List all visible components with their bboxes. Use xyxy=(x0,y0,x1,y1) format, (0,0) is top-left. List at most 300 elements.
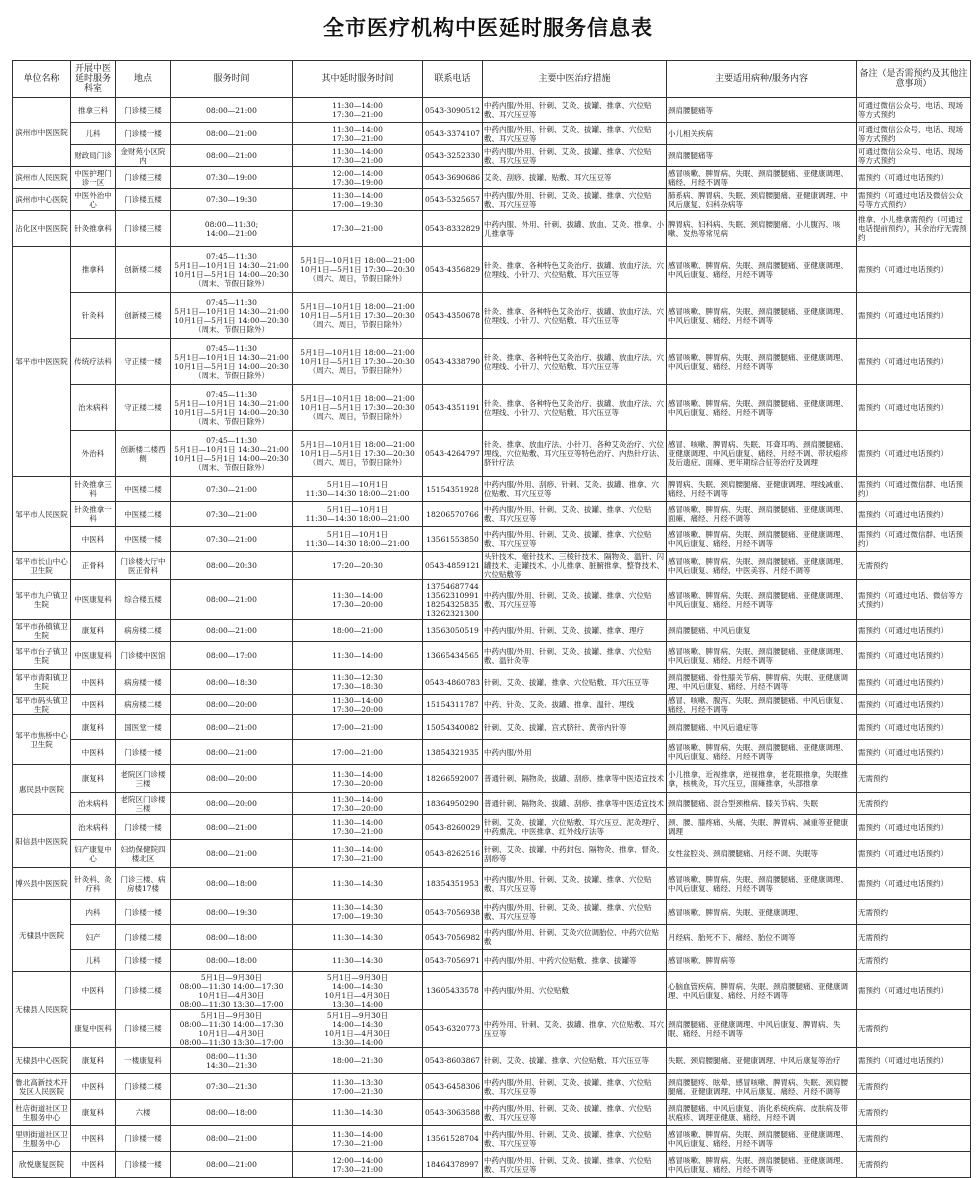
note-cell: 可通过微信公众号、电话、现场等方式预约 xyxy=(857,98,971,123)
institution-name-cell: 邹平市孙镇镇卫生院 xyxy=(13,620,71,642)
location-cell: 门诊楼二楼 xyxy=(116,925,171,950)
phone-cell: 0543-5325657 xyxy=(423,189,483,211)
location-cell: 门诊楼三楼 xyxy=(116,98,171,123)
measures-cell: 针灸、推拿、各种特色艾灸治疗、拔罐、放血疗法、穴位埋线、小针刀、穴位贴敷、耳穴压豆等 xyxy=(483,247,667,293)
table-row xyxy=(13,670,971,695)
phone-cell: 0543-3063588 xyxy=(423,1100,483,1126)
department-cell: 康复科 xyxy=(71,765,116,793)
phone-cell: 0543-7056971 xyxy=(423,950,483,972)
note-cell: 可通过微信公众号、电话、现场等方式预约 xyxy=(857,123,971,145)
column-header: 主要中医治疗措施 xyxy=(483,61,667,98)
table-body xyxy=(13,98,971,1178)
table-row xyxy=(13,793,971,815)
measures-cell: 中药内服/外用、针刺、艾灸、拔罐、推拿、穴位贴敷、耳穴压豆等 xyxy=(483,527,667,552)
note-cell: 无需预约 xyxy=(857,793,971,815)
measures-cell: 普通针刺、隔物灸、拔罐、刮痧、推拿等中医适宜技术 xyxy=(483,793,667,815)
department-cell: 中医护理门诊一区 xyxy=(71,167,116,189)
service-time-cell: 07:45—11:30 5月1日—10月1日 14:30—21:00 10月1日—5月1日 14:00—20:30 （周末、节假日除外） xyxy=(171,431,293,477)
location-cell: 门诊楼中医馆 xyxy=(116,642,171,670)
location-cell: 门诊楼三楼 xyxy=(116,211,171,247)
diseases-cell: 感冒、咳嗽、脾胃病、失眠、耳聋耳鸣、颈肩腰腿痛、亚健康调理、中风后康复、痛经、月经不调、带状疱疹及后遗症、面瘫、更年期综合征等治疗及调理 xyxy=(667,431,857,477)
table-row xyxy=(13,247,971,293)
column-header: 单位名称 xyxy=(13,61,71,98)
column-header: 开展中医延时服务科室 xyxy=(71,61,116,98)
measures-cell: 针灸、推拿、放血疗法、小针刀、各种艾灸治疗、穴位埋线、穴位贴敷、耳穴压豆等特色治疗、内热针疗法、脐针疗法 xyxy=(483,431,667,477)
extended-time-cell: 11:30—14:00 17:30—20:00 xyxy=(293,793,423,815)
department-cell: 推拿三科 xyxy=(71,98,116,123)
diseases-cell: 女性盆腔炎、颈肩腰腿痛、月经不调、失眠等 xyxy=(667,840,857,868)
phone-cell: 13665434565 xyxy=(423,642,483,670)
table-row xyxy=(13,1074,971,1100)
measures-cell: 中药内服/外用、针刺、艾灸穴位调胎位、中药穴位贴敷 xyxy=(483,925,667,950)
diseases-cell: 感冒、咳嗽、腹泻、失眠、颈肩腰腿痛、中风后康复、痛经、月经不调等 xyxy=(667,695,857,715)
phone-cell: 13563050519 xyxy=(423,620,483,642)
extended-time-cell: 11:30—13:30 17:00—21:30 xyxy=(293,1074,423,1100)
table-row xyxy=(13,98,971,123)
extended-time-cell: 12:00—14:00 17:30—19:00 xyxy=(293,167,423,189)
location-cell: 门诊楼三楼 xyxy=(116,1010,171,1048)
location-cell: 门诊楼二楼 xyxy=(116,972,171,1010)
measures-cell: 中药内服/外用、针刺、艾灸、拔罐、推拿、穴位贴敷、耳穴压豆等 xyxy=(483,502,667,527)
department-cell: 针灸推拿一科 xyxy=(71,502,116,527)
note-cell: 需预约（可通过微信群、电话预约） xyxy=(857,477,971,502)
diseases-cell: 颈、腰、膝疼痛、头痛、失眠、脾胃病、减重等亚健康调理 xyxy=(667,815,857,840)
measures-cell: 针灸、推拿、各种特色艾灸治疗、拔罐、放血疗法、穴位埋线、小针刀、穴位贴敷、耳穴压豆等 xyxy=(483,339,667,385)
location-cell: 门诊楼一楼 xyxy=(116,123,171,145)
table-row xyxy=(13,189,971,211)
note-cell: 无需预约 xyxy=(857,925,971,950)
diseases-cell: 感冒咳嗽、脾胃病、失眠、颈肩腰腿痛、亚健康调理、中风后康复、痛经、月经不调等 xyxy=(667,1126,857,1152)
service-time-cell: 08:00—20:30 xyxy=(171,552,293,580)
extended-time-cell: 11:30—14:00 17:30—20:00 xyxy=(293,765,423,793)
measures-cell: 针灸、推拿、各种特色艾灸治疗、拔罐、放血疗法、穴位埋线、小针刀、穴位贴敷、耳穴压豆等 xyxy=(483,385,667,431)
department-cell: 外治科 xyxy=(71,431,116,477)
institution-name-cell: 邹平市中医医院 xyxy=(13,247,71,477)
service-time-cell: 08:00—20:00 xyxy=(171,793,293,815)
phone-cell: 0543-4859121 xyxy=(423,552,483,580)
note-cell: 需预约（可通过电话预约） xyxy=(857,247,971,293)
diseases-cell: 颈肩腰腿痛、亚健康调理、中风后康复、脾胃病、失眠、痛经、月经不调等 xyxy=(667,1010,857,1048)
department-cell: 康复科 xyxy=(71,1048,116,1074)
phone-cell: 0543-4338790 xyxy=(423,339,483,385)
extended-time-cell: 18:00—21:00 xyxy=(293,620,423,642)
measures-cell: 中药内服/外用、针刺、艾灸、拔罐、推拿、穴位贴敷、耳穴压豆等 xyxy=(483,145,667,167)
diseases-cell: 心脑血管疾病、脾胃病、失眠、颈肩腰腿痛、亚健康调理、中风后康复、痛经、月经不调等 xyxy=(667,972,857,1010)
measures-cell: 中药内服、外用、针刺、拔罐、放血、艾灸、推拿、小儿推拿等 xyxy=(483,211,667,247)
note-cell: 无需预约 xyxy=(857,1100,971,1126)
measures-cell: 中药内服/外用、针刺、艾灸、拔罐、推拿、穴位贴敷、耳穴压豆等 xyxy=(483,1100,667,1126)
table-row xyxy=(13,552,971,580)
department-cell: 推拿科 xyxy=(71,247,116,293)
location-cell: 一楼康复科 xyxy=(116,1048,171,1074)
note-cell: 无需预约 xyxy=(857,1126,971,1152)
table-row xyxy=(13,385,971,431)
department-cell: 针灸科 xyxy=(71,293,116,339)
note-cell: 需预约（可通过电话预约） xyxy=(857,431,971,477)
service-time-cell: 08:00—21:00 xyxy=(171,620,293,642)
measures-cell: 针刺、艾灸、拔罐、推拿、穴位贴敷、耳穴压豆等 xyxy=(483,1048,667,1074)
table-row xyxy=(13,950,971,972)
extended-time-cell: 11:30—14:30 xyxy=(293,1100,423,1126)
measures-cell: 中药内服/外用、针刺、艾灸、拔罐、推拿、穴位贴敷、耳穴压豆等 xyxy=(483,98,667,123)
department-cell: 中医科 xyxy=(71,1126,116,1152)
note-cell: 需预约（可通过电话预约） xyxy=(857,502,971,527)
service-time-cell: 08:00—21:00 xyxy=(171,840,293,868)
note-cell: 需预约（可通过电话预约） xyxy=(857,715,971,740)
location-cell: 病房楼二楼 xyxy=(116,620,171,642)
phone-cell: 13754687744 13562310991 18254325835 13262321300 xyxy=(423,580,483,620)
department-cell: 针灸科、灸疗科 xyxy=(71,868,116,900)
diseases-cell: 颈肩腰腿痛、中风后康复、消化系统疾病、皮肤病及带状疱疹、调理亚健康、痛经、月经不调 xyxy=(667,1100,857,1126)
measures-cell: 针刺、艾灸、拔罐、宫式脐针、黄帝内针等 xyxy=(483,715,667,740)
extended-time-cell: 17:20—20:30 xyxy=(293,552,423,580)
extended-time-cell: 11:30—12:30 17:30—18:30 xyxy=(293,670,423,695)
location-cell: 老院区门诊楼三楼 xyxy=(116,793,171,815)
institution-name-cell: 滨州市中医医院 xyxy=(13,98,71,167)
institution-name-cell: 邹平市青阳镇卫生院 xyxy=(13,670,71,695)
location-cell: 金财苑小区院内 xyxy=(116,145,171,167)
diseases-cell: 小儿相关疾病 xyxy=(667,123,857,145)
measures-cell: 中药内服/外用、针刺、艾灸、拔罐、推拿、穴位贴敷、耳穴压豆等 xyxy=(483,1152,667,1178)
measures-cell: 中药内服/外用、针刺、艾灸、拔罐、推拿、穴位贴敷、耳穴压豆等 xyxy=(483,189,667,211)
institution-name-cell: 无棣县中心医院 xyxy=(13,1048,71,1074)
table-row xyxy=(13,339,971,385)
note-cell: 需预约（可通过电话、微信等方式预约） xyxy=(857,580,971,620)
note-cell: 需预约（可通过电话预约） xyxy=(857,868,971,900)
service-time-cell: 07:30—21:00 xyxy=(171,502,293,527)
service-time-cell: 08:00—11:30 14:30—21:30 xyxy=(171,1048,293,1074)
table-row xyxy=(13,1152,971,1178)
department-cell: 中医科 xyxy=(71,695,116,715)
measures-cell: 中药内服/外用、针刺、艾灸、拔罐、推拿、穴位贴敷、耳穴压豆等 xyxy=(483,868,667,900)
phone-cell: 0543-4264797 xyxy=(423,431,483,477)
extended-time-cell: 5月1日—10月1日 18:00—21:00 10月1日—5月1日 17:30—20:30 （周六、周日，节假日除外） xyxy=(293,293,423,339)
extended-time-cell: 11:30—14:30 xyxy=(293,868,423,900)
note-cell: 需预约（可通过电话预约） xyxy=(857,620,971,642)
institution-name-cell: 博兴县中医医院 xyxy=(13,868,71,900)
diseases-cell: 感冒咳嗽、脾胃病、失眠、颈肩腰腿痛、亚健康调理、中风后康复、痛经、月经不调等 xyxy=(667,642,857,670)
location-cell: 六楼 xyxy=(116,1100,171,1126)
note-cell: 可通过微信公众号、电话、现场等方式预约 xyxy=(857,145,971,167)
department-cell: 中医康复科 xyxy=(71,642,116,670)
diseases-cell: 感冒咳嗽、脾胃病、失眠、颈肩腰腿痛、亚健康调理、中风后康复、痛经、中医美容、月经不调等 xyxy=(667,552,857,580)
column-header: 其中延时服务时间 xyxy=(293,61,423,98)
extended-time-cell: 11:30—14:30 xyxy=(293,950,423,972)
service-time-cell: 08:00—20:00 xyxy=(171,695,293,715)
table-row xyxy=(13,1126,971,1152)
phone-cell: 0543-8603867 xyxy=(423,1048,483,1074)
department-cell: 中医科 xyxy=(71,972,116,1010)
diseases-cell: 感冒咳嗽、脾胃病、失眠、颈肩腰腿痛、亚健康调理、中风后康复、痛经、月经不调等 xyxy=(667,339,857,385)
extended-time-cell: 5月1日—10月1日 18:00—21:00 10月1日—5月1日 17:30—20:30 （周六、周日，节假日除外） xyxy=(293,339,423,385)
measures-cell: 针刺、艾灸、拔罐、中药封包、隔物灸、推拿、督灸、刮痧等 xyxy=(483,840,667,868)
diseases-cell: 失眠、颈肩腰腿痛、亚健康调理、中风后康复等治疗 xyxy=(667,1048,857,1074)
service-time-cell: 5月1日—9月30日 08:00—11:30 14:00—17:30 10月1日—4月30日 08:00—11:30 13:30—17:00 xyxy=(171,1010,293,1048)
phone-cell: 15054340082 xyxy=(423,715,483,740)
table-row xyxy=(13,815,971,840)
note-cell: 无需预约 xyxy=(857,1152,971,1178)
service-time-cell: 08:00—21:00 xyxy=(171,123,293,145)
department-cell: 治未病科 xyxy=(71,385,116,431)
extended-time-cell: 5月1日—10月1日 11:30—14:30 18:00—21:00 xyxy=(293,527,423,552)
department-cell: 中医科 xyxy=(71,670,116,695)
note-cell: 无需预约 xyxy=(857,900,971,925)
location-cell: 中医楼二楼 xyxy=(116,477,171,502)
diseases-cell: 小儿推拿，近视推拿，逆视推拿，老花眼推拿，失眠推拿，核桃灸，耳穴压豆，面瘫推拿，头部推拿 xyxy=(667,765,857,793)
department-cell: 康复中医科 xyxy=(71,1010,116,1048)
phone-cell: 15154351928 xyxy=(423,477,483,502)
phone-cell: 18364950290 xyxy=(423,793,483,815)
department-cell: 康复科 xyxy=(71,620,116,642)
column-header: 主要适用病种/服务内容 xyxy=(667,61,857,98)
extended-time-cell: 11:30—14:00 17:30—21:00 xyxy=(293,1126,423,1152)
location-cell: 创新楼三楼 xyxy=(116,293,171,339)
service-time-cell: 08:00—21:00 xyxy=(171,815,293,840)
note-cell: 无需预约 xyxy=(857,1074,971,1100)
department-cell: 妇产 xyxy=(71,925,116,950)
extended-time-cell: 5月1日—9月30日 14:00—14:30 10月1日—4月30日 13:30—14:00 xyxy=(293,1010,423,1048)
note-cell: 无需预约 xyxy=(857,552,971,580)
location-cell: 门诊楼一楼 xyxy=(116,900,171,925)
service-time-cell: 08:00—21:00 xyxy=(171,1152,293,1178)
note-cell: 无需预约 xyxy=(857,950,971,972)
location-cell: 创新楼二楼西侧 xyxy=(116,431,171,477)
table-row xyxy=(13,765,971,793)
extended-time-cell: 11:30—14:00 17:30—20:00 xyxy=(293,695,423,715)
measures-cell: 中药内服/外用、针刺、艾灸、拔罐、推拿、穴位贴敷、耳穴压豆等 xyxy=(483,900,667,925)
column-header: 地点 xyxy=(116,61,171,98)
extended-time-cell: 11:30—14:00 17:30—20:00 xyxy=(293,580,423,620)
measures-cell: 针灸、推拿、各种特色艾灸治疗、拔罐、放血疗法、穴位埋线、小针刀、穴位贴敷、耳穴压豆等 xyxy=(483,293,667,339)
institution-name-cell: 阳信县中医医院 xyxy=(13,815,71,868)
table-row xyxy=(13,431,971,477)
service-time-cell: 08:00—20:00 xyxy=(171,765,293,793)
diseases-cell: 感冒咳嗽、脾胃病、失眠、颈肩腰腿痛、亚健康调理、中风后康复、痛经、月经不调等 xyxy=(667,247,857,293)
table-row xyxy=(13,868,971,900)
extended-time-cell: 17:00—21:00 xyxy=(293,740,423,765)
extended-time-cell: 17:00—21:00 xyxy=(293,715,423,740)
location-cell: 门诊楼一楼 xyxy=(116,815,171,840)
diseases-cell: 颈肩腰腿痛等 xyxy=(667,98,857,123)
phone-cell: 0543-3690686 xyxy=(423,167,483,189)
measures-cell: 中药内服/外用、中药穴位贴敷、推拿、拔罐等 xyxy=(483,950,667,972)
diseases-cell: 感冒咳嗽、脾胃病、失眠、颈肩腰腿痛、亚健康调理、中风后康复、痛经、月经不调等 xyxy=(667,1152,857,1178)
service-time-cell: 08:00—21:00 xyxy=(171,715,293,740)
table-row xyxy=(13,477,971,502)
measures-cell: 中药内服/外用、针刺、艾灸、拔罐、推拿、穴位贴敷、耳穴压豆等 xyxy=(483,1126,667,1152)
institution-name-cell: 滨州市人民医院 xyxy=(13,167,71,189)
diseases-cell: 颈肩腰腿痛、骨性膝关节病、脾胃病、失眠、亚健康调理、中风后康复、痛经、月经不调等 xyxy=(667,670,857,695)
diseases-cell: 颈肩腰腿痛、中风后康复 xyxy=(667,620,857,642)
measures-cell: 针刺、艾灸、拔罐、推拿、穴位贴敷、耳穴压豆等 xyxy=(483,670,667,695)
extended-time-cell: 11:30—14:00 17:30—21:00 xyxy=(293,840,423,868)
phone-cell: 0543-8262516 xyxy=(423,840,483,868)
note-cell: 需预约（可通过电话预约） xyxy=(857,385,971,431)
note-cell: 无需预约 xyxy=(857,765,971,793)
location-cell: 守正楼一楼 xyxy=(116,339,171,385)
location-cell: 妇幼保健院四楼北区 xyxy=(116,840,171,868)
table-row xyxy=(13,211,971,247)
column-header: 联系电话 xyxy=(423,61,483,98)
institution-name-cell: 邹平市码头镇卫生院 xyxy=(13,695,71,715)
phone-cell: 0543-7056982 xyxy=(423,925,483,950)
measures-cell: 中药、针灸、艾灸、拔罐、推拿、温针、埋线 xyxy=(483,695,667,715)
institution-name-cell: 沾化区中医医院 xyxy=(13,211,71,247)
phone-cell: 18266592007 xyxy=(423,765,483,793)
location-cell: 门诊楼一楼 xyxy=(116,740,171,765)
service-time-cell: 07:30—21:00 xyxy=(171,477,293,502)
location-cell: 门诊楼大厅中医正骨科 xyxy=(116,552,171,580)
department-cell: 治未病科 xyxy=(71,793,116,815)
diseases-cell: 肺系病、脾胃病、失眠、颈肩腰腿痛、亚健康调理、中风后康复、妇科杂病等 xyxy=(667,189,857,211)
service-time-cell: 08:00—21:00 xyxy=(171,1126,293,1152)
diseases-cell: 感冒咳嗽、脾胃病、失眠、颈肩腰腿痛、亚健康调理、中风后康复、痛经、月经不调等 xyxy=(667,580,857,620)
table-row xyxy=(13,642,971,670)
service-time-cell: 07:30—21:00 xyxy=(171,527,293,552)
department-cell: 中医外治中心 xyxy=(71,189,116,211)
location-cell: 中医楼一楼 xyxy=(116,527,171,552)
service-time-cell: 08:00—18:00 xyxy=(171,1100,293,1126)
diseases-cell: 颈肩腰腿疼、眩晕、感冒咳嗽、脾胃病、失眠、颈肩腰腿痛、亚健康调理、中风后康复、痛经、月经不调等 xyxy=(667,1074,857,1100)
institution-name-cell: 无棣县中医院 xyxy=(13,900,71,972)
location-cell: 门诊楼一楼 xyxy=(116,1152,171,1178)
service-time-cell: 08:00—21:00 xyxy=(171,145,293,167)
service-time-cell: 08:00—17:00 xyxy=(171,642,293,670)
extended-time-cell: 18:00—21:30 xyxy=(293,1048,423,1074)
table-row xyxy=(13,293,971,339)
institution-name-cell: 滨州市中心医院 xyxy=(13,189,71,211)
location-cell: 门诊楼一楼 xyxy=(116,1126,171,1152)
extended-time-cell: 5月1日—10月1日 18:00—21:00 10月1日—5月1日 17:30—20:30 （周六、周日，节假日除外） xyxy=(293,385,423,431)
service-time-cell: 08:00—18:00 xyxy=(171,925,293,950)
diseases-cell: 感冒咳嗽、脾胃病、失眠、颈肩腰腿痛、亚健康调理、中风后康复、痛经、月经不调等 xyxy=(667,740,857,765)
institution-name-cell: 邹平市焦桥中心卫生院 xyxy=(13,715,71,765)
phone-cell: 0543-6320773 xyxy=(423,1010,483,1048)
institution-name-cell: 惠民县中医院 xyxy=(13,765,71,815)
diseases-cell: 感冒咳嗽、脾胃病、失眠、颈肩腰腿痛、亚健康调理、中风后康复、痛经、月经不调等 xyxy=(667,293,857,339)
extended-time-cell: 11:30—14:00 17:30—21:00 xyxy=(293,815,423,840)
page-title: 全市医疗机构中医延时服务信息表 xyxy=(323,15,653,40)
department-cell: 康复科 xyxy=(71,1100,116,1126)
extended-time-cell: 11:30—14:00 xyxy=(293,642,423,670)
table-row xyxy=(13,145,971,167)
phone-cell: 0543-7056938 xyxy=(423,900,483,925)
extended-time-cell: 11:30—14:00 17:30—21:00 xyxy=(293,145,423,167)
extended-time-cell: 11:30—14:00 17:00—19:30 xyxy=(293,189,423,211)
measures-cell: 头针技术、毫针技术、三棱针技术、隔物灸、温针、闪罐技术、走罐技术、小儿推拿、脏腑推拿、整脊技术、穴位贴敷等 xyxy=(483,552,667,580)
location-cell: 门诊三楼、病房楼17楼 xyxy=(116,868,171,900)
table-row xyxy=(13,1010,971,1048)
location-cell: 门诊楼一楼 xyxy=(116,950,171,972)
location-cell: 创新楼二楼 xyxy=(116,247,171,293)
note-cell: 需预约（可通过电话预约） xyxy=(857,815,971,840)
service-time-cell: 07:45—11:30 5月1日—10月1日 14:30—21:00 10月1日—5月1日 14:00—20:30 （周末、节假日除外） xyxy=(171,339,293,385)
table-row xyxy=(13,502,971,527)
location-cell: 门诊楼二楼 xyxy=(116,1074,171,1100)
diseases-cell: 感冒咳嗽、脾胃病、失眠、颈肩腰腿痛、亚健康调理、中风后康复、痛经、月经不调等 xyxy=(667,527,857,552)
phone-cell: 18464378997 xyxy=(423,1152,483,1178)
institution-name-cell: 无棣县人民医院 xyxy=(13,972,71,1048)
extended-time-cell: 11:30—14:30 xyxy=(293,925,423,950)
note-cell: 需预约（可通过电话预约） xyxy=(857,642,971,670)
location-cell: 病房楼二楼 xyxy=(116,695,171,715)
phone-cell: 0543-4860783 xyxy=(423,670,483,695)
measures-cell: 艾灸、刮痧、拔罐、贴敷、耳穴压豆等 xyxy=(483,167,667,189)
extended-time-cell: 5月1日—10月1日 18:00—21:00 10月1日—5月1日 17:30—20:30 （周六、周日，节假日除外） xyxy=(293,431,423,477)
service-time-cell: 07:45—11:30 5月1日—10月1日 14:30—21:00 10月1日—5月1日 14:00—20:30 （周末、节假日除外） xyxy=(171,247,293,293)
department-cell: 正骨科 xyxy=(71,552,116,580)
column-header: 备注（是否需预约及其他注意事项） xyxy=(857,61,971,98)
note-cell: 需预约（可通过电话预约） xyxy=(857,670,971,695)
diseases-cell: 感冒咳嗽、脾胃病等 xyxy=(667,950,857,972)
location-cell: 病房楼一楼 xyxy=(116,670,171,695)
phone-cell: 0543-6458306 xyxy=(423,1074,483,1100)
diseases-cell: 月经病、胎死不下、痛经、胎位不调等 xyxy=(667,925,857,950)
location-cell: 老院区门诊楼三楼 xyxy=(116,765,171,793)
table-row xyxy=(13,620,971,642)
phone-cell: 13854321935 xyxy=(423,740,483,765)
service-time-cell: 08:00—21:00 xyxy=(171,98,293,123)
measures-cell: 中药内服/外用、针刺、艾灸、拔罐、推拿、穴位贴敷、耳穴压豆等 xyxy=(483,580,667,620)
institution-name-cell: 杜店街道社区卫生服务中心 xyxy=(13,1100,71,1126)
department-cell: 中医科 xyxy=(71,527,116,552)
service-time-cell: 07:45—11:30 5月1日—10月1日 14:30—21:00 10月1日—5月1日 14:00—20:30 （周末、节假日除外） xyxy=(171,385,293,431)
note-cell: 需预约（可通过电话预约） xyxy=(857,972,971,1010)
table-row xyxy=(13,925,971,950)
service-time-cell: 07:30—21:30 xyxy=(171,1074,293,1100)
table-row xyxy=(13,527,971,552)
table-row xyxy=(13,740,971,765)
location-cell: 守正楼二楼 xyxy=(116,385,171,431)
extended-time-cell: 5月1日—10月1日 11:30—14:30 18:00—21:00 xyxy=(293,477,423,502)
institution-name-cell: 邹平市九户镇卫生院 xyxy=(13,580,71,620)
institution-name-cell: 邹平市台子镇卫生院 xyxy=(13,642,71,670)
measures-cell: 中药内服/外用、针刺、艾灸、拔罐、推拿、穴位贴敷、耳穴压豆等 xyxy=(483,1074,667,1100)
department-cell: 治未病科 xyxy=(71,815,116,840)
extended-time-cell: 5月1日—9月30日 14:00—14:30 10月1日—4月30日 13:30—14:00 xyxy=(293,972,423,1010)
department-cell: 内科 xyxy=(71,900,116,925)
phone-cell: 0543-4350678 xyxy=(423,293,483,339)
phone-cell: 0543-4351191 xyxy=(423,385,483,431)
diseases-cell: 感冒咳嗽、脾胃病、失眠、颈肩腰腿痛、亚健康调理、痛经、月经不调等 xyxy=(667,167,857,189)
department-cell: 儿科 xyxy=(71,950,116,972)
service-time-cell: 08:00—21:00 xyxy=(171,580,293,620)
note-cell: 需预约（可通过电话预约） xyxy=(857,1048,971,1074)
diseases-cell: 脾胃病、妇科病、失眠、颈肩腰腿痛、小儿腹泻、咳嗽、发热等常见病 xyxy=(667,211,857,247)
note-cell: 需预约（可通过电话预约） xyxy=(857,167,971,189)
note-cell: 推拿、小儿推拿需预约（可通过电话提前预约），其余治疗无需预约 xyxy=(857,211,971,247)
note-cell: 需预约（可通过电话及微信公众号等方式预约） xyxy=(857,189,971,211)
note-cell: 无需预约 xyxy=(857,1010,971,1048)
institution-name-cell: 里则街道社区卫生服务中心 xyxy=(13,1126,71,1152)
service-table xyxy=(12,60,971,1178)
phone-cell: 0543-3090512 xyxy=(423,98,483,123)
department-cell: 妇产康复中心 xyxy=(71,840,116,868)
department-cell: 针灸推拿三科 xyxy=(71,477,116,502)
extended-time-cell: 5月1日—10月1日 18:00—21:00 10月1日—5月1日 17:30—20:30 （周六、周日，节假日除外） xyxy=(293,247,423,293)
diseases-cell: 感冒咳嗽、脾胃病、失眠、颈肩腰腿痛、亚健康调理、中风后康复、痛经、月经不调等 xyxy=(667,868,857,900)
table-row xyxy=(13,167,971,189)
location-cell: 中医楼二楼 xyxy=(116,502,171,527)
table-row xyxy=(13,840,971,868)
service-time-cell: 08:00—18:00 xyxy=(171,950,293,972)
institution-name-cell: 邹平市长山中心卫生院 xyxy=(13,552,71,580)
department-cell: 传统疗法科 xyxy=(71,339,116,385)
diseases-cell: 感冒咳嗽、脾胃病、失眠、颈肩腰腿痛、亚健康调理、面瘫、痛经、月经不调等 xyxy=(667,502,857,527)
phone-cell: 0543-4356829 xyxy=(423,247,483,293)
location-cell: 国医堂一楼 xyxy=(116,715,171,740)
institution-name-cell: 欣悦康复医院 xyxy=(13,1152,71,1178)
